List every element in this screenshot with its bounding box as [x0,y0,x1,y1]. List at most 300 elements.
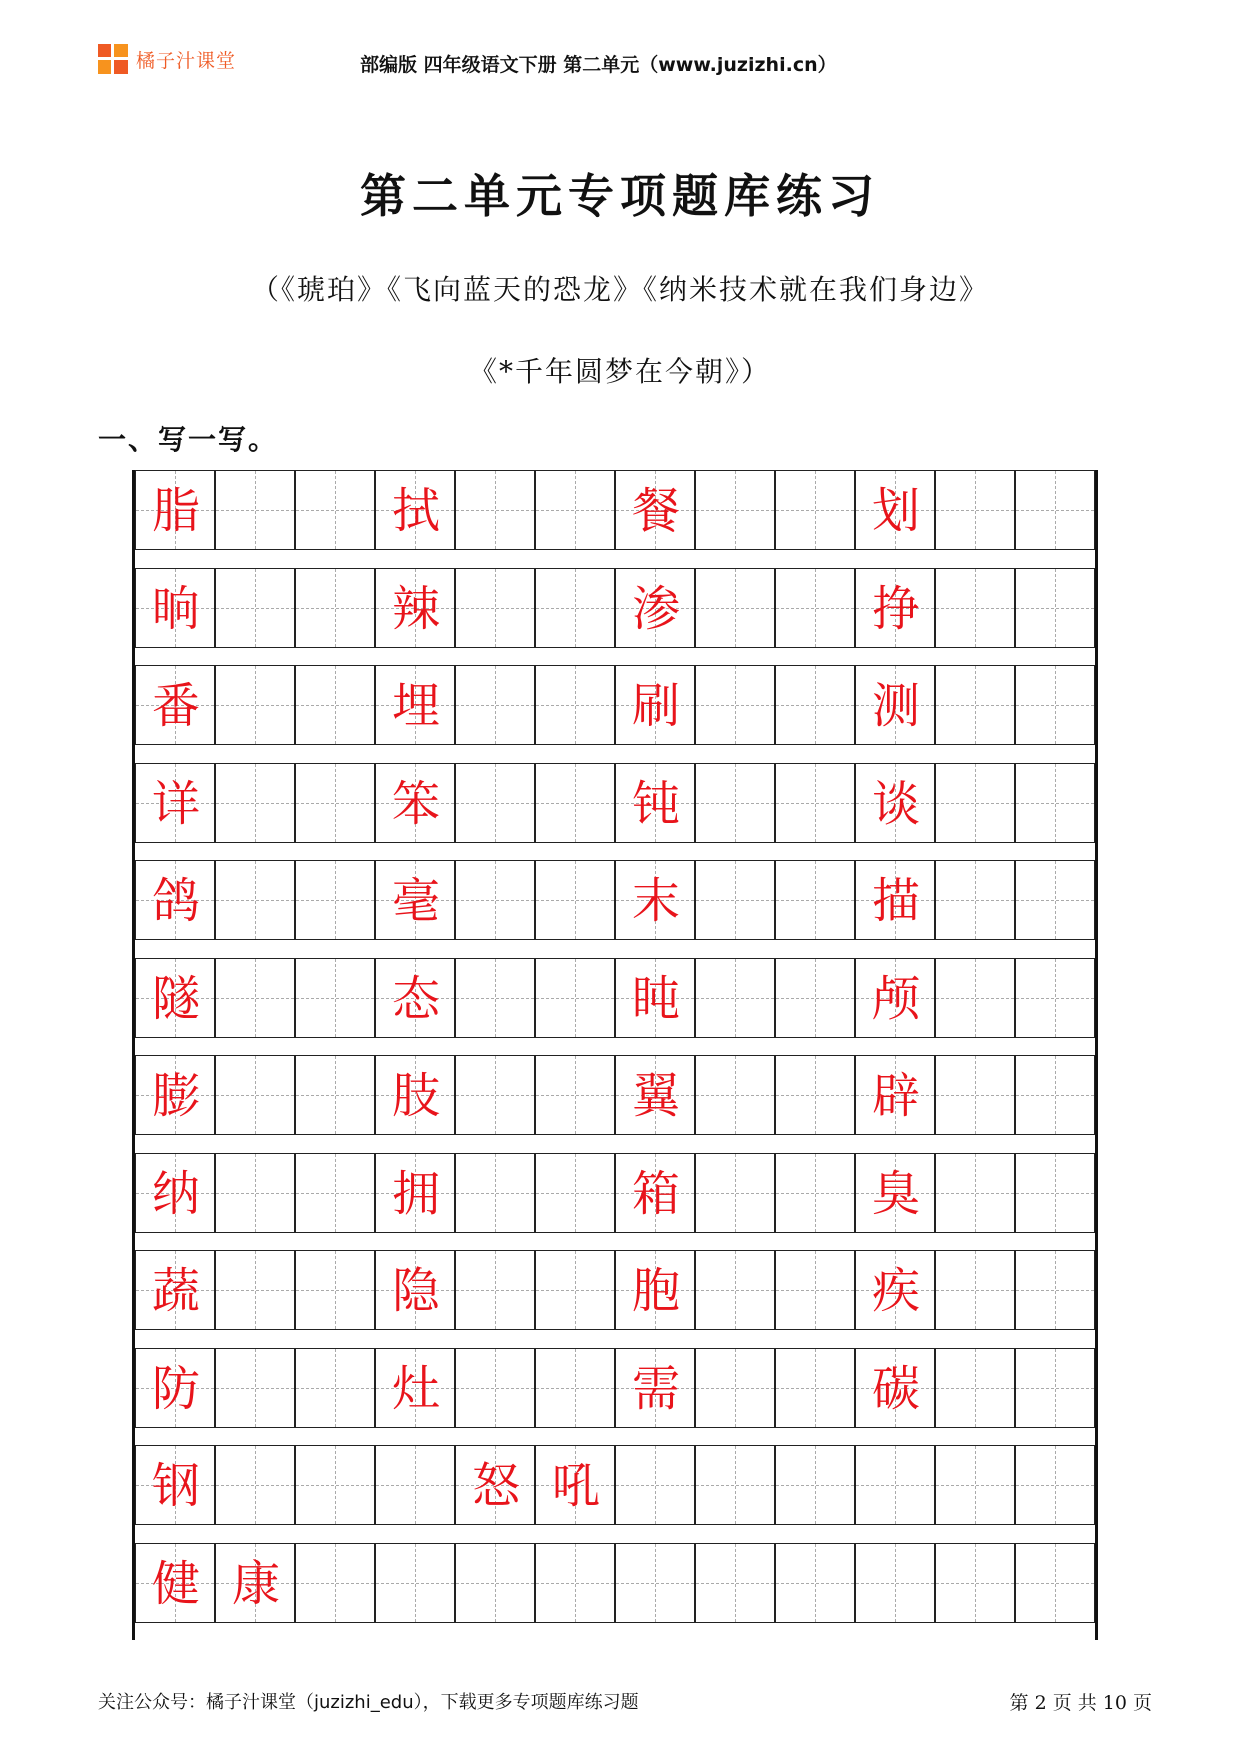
model-character: 钢 [151,1458,200,1514]
writing-cell [295,1153,375,1233]
empty-character-slot [936,1251,1016,1331]
empty-character-slot [536,764,616,844]
writing-cell [775,958,855,1038]
writing-cell [695,1055,775,1135]
empty-character-slot [296,666,376,746]
writing-cell [695,1348,775,1428]
writing-cell [295,958,375,1038]
empty-character-slot [616,1544,696,1624]
writing-cell [375,860,455,940]
writing-cell [615,1348,695,1428]
model-character: 隐 [391,1263,440,1319]
writing-cell [375,1153,455,1233]
empty-character-slot [1016,1154,1096,1234]
writing-cell [455,1445,535,1525]
empty-character-slot [1016,1251,1096,1331]
writing-cell [375,1543,455,1623]
writing-cell [855,568,935,648]
empty-character-slot [296,1056,376,1136]
writing-cell [135,568,215,648]
empty-character-slot [856,1544,936,1624]
writing-cell [535,1543,615,1623]
empty-character-slot [1016,1056,1096,1136]
writing-cell [695,568,775,648]
writing-cell [695,1543,775,1623]
footer-note: 关注公众号：橘子汁课堂（juzizhi_edu），下载更多专项题库练习题 [98,1692,639,1713]
writing-cell [855,958,935,1038]
writing-cell [935,1445,1015,1525]
empty-character-slot [776,1056,856,1136]
model-character: 疾 [871,1263,920,1319]
grid-row [135,958,1095,1038]
writing-cell [855,1445,935,1525]
model-character: 笨 [391,775,440,832]
writing-cell [295,568,375,648]
empty-character-slot [936,1154,1016,1234]
writing-cell [1015,1055,1095,1135]
writing-cell [455,665,535,745]
empty-character-slot [936,1446,1016,1526]
empty-character-slot [936,666,1016,746]
writing-cell [775,763,855,843]
empty-character-slot [776,1154,856,1234]
writing-cell [855,1055,935,1135]
empty-character-slot [296,1154,376,1234]
grid-row [135,1445,1095,1525]
writing-cell [215,1543,295,1623]
model-character: 测 [871,678,920,734]
writing-cell [615,1055,695,1135]
writing-cell [535,763,615,843]
grid-row [135,763,1095,843]
writing-cell [615,568,695,648]
writing-cell [535,1153,615,1233]
model-character: 箱 [631,1165,680,1222]
writing-cell [295,665,375,745]
empty-character-slot [1016,569,1096,649]
model-character: 碳 [871,1360,920,1417]
writing-cell [375,470,455,550]
writing-cell [295,1445,375,1525]
writing-cell [775,1153,855,1233]
writing-cell [375,568,455,648]
writing-cell [375,763,455,843]
empty-character-slot [1016,959,1096,1039]
empty-character-slot [776,861,856,941]
empty-character-slot [696,1251,776,1331]
writing-cell [935,470,1015,550]
writing-cell [695,1153,775,1233]
empty-character-slot [936,959,1016,1039]
writing-cell [615,1153,695,1233]
empty-character-slot [536,569,616,649]
brand-logo-text: 橘子汁课堂 [136,49,237,72]
empty-character-slot [536,1544,616,1624]
writing-cell [215,1445,295,1525]
writing-cell [855,1250,935,1330]
model-character: 晌 [151,580,200,637]
writing-cell [935,568,1015,648]
writing-cell [775,470,855,550]
empty-character-slot [216,1251,296,1331]
writing-cell [455,763,535,843]
writing-cell [215,1250,295,1330]
writing-cell [695,763,775,843]
model-character: 吼 [551,1458,600,1514]
writing-cell [135,1153,215,1233]
writing-cell [535,1348,615,1428]
model-character: 挣 [871,580,920,637]
model-character: 钝 [631,775,680,832]
empty-character-slot [696,861,776,941]
model-character: 刷 [631,678,680,734]
empty-character-slot [776,471,856,551]
grid-row [135,860,1095,940]
page-header [0,0,1240,130]
empty-character-slot [1016,861,1096,941]
writing-cell [1015,1250,1095,1330]
writing-cell [935,1250,1015,1330]
grid-row [135,568,1095,648]
model-character: 餐 [631,483,680,539]
writing-cell [615,958,695,1038]
empty-character-slot [296,1251,376,1331]
empty-character-slot [456,959,536,1039]
writing-cell [375,1250,455,1330]
writing-cell [1015,1543,1095,1623]
model-character: 健 [151,1555,200,1612]
empty-character-slot [216,1154,296,1234]
empty-character-slot [936,1544,1016,1624]
model-character: 辣 [391,580,440,637]
writing-cell [135,958,215,1038]
empty-character-slot [856,1446,936,1526]
writing-cell [135,763,215,843]
empty-character-slot [536,959,616,1039]
model-character: 辟 [871,1068,920,1124]
writing-cell [855,1153,935,1233]
grid-row [135,1348,1095,1428]
empty-character-slot [456,569,536,649]
writing-cell [855,860,935,940]
writing-cell [215,1153,295,1233]
model-character: 描 [871,873,920,929]
model-character: 肢 [391,1068,440,1124]
grid-row [135,665,1095,745]
model-character: 蔬 [151,1263,200,1319]
writing-cell [775,1250,855,1330]
writing-cell [855,470,935,550]
empty-character-slot [536,471,616,551]
writing-cell [215,860,295,940]
model-character: 拥 [391,1165,440,1222]
empty-character-slot [1016,1446,1096,1526]
empty-character-slot [536,1251,616,1331]
writing-cell [935,860,1015,940]
model-character: 防 [151,1360,200,1417]
empty-character-slot [296,569,376,649]
writing-cell [135,1348,215,1428]
writing-cell [775,860,855,940]
writing-cell [135,1250,215,1330]
document-subtitle-line2: 《*千年圆梦在今朝》） [468,355,771,388]
writing-cell [535,1250,615,1330]
empty-character-slot [696,666,776,746]
writing-cell [135,1445,215,1525]
empty-character-slot [1016,1349,1096,1429]
writing-cell [135,1543,215,1623]
empty-character-slot [936,569,1016,649]
empty-character-slot [1016,764,1096,844]
writing-cell [295,470,375,550]
writing-cell [215,1055,295,1135]
empty-character-slot [696,764,776,844]
grid-row [135,1250,1095,1330]
writing-cell [935,1055,1015,1135]
empty-character-slot [936,471,1016,551]
empty-character-slot [776,1349,856,1429]
grid-row [135,1055,1095,1135]
writing-cell [535,665,615,745]
writing-cell [455,1543,535,1623]
writing-cell [775,665,855,745]
model-character: 末 [631,873,680,929]
empty-character-slot [936,861,1016,941]
writing-cell [295,860,375,940]
writing-cell [775,1445,855,1525]
writing-cell [535,568,615,648]
empty-character-slot [1016,1544,1096,1624]
writing-cell [1015,470,1095,550]
writing-cell [455,568,535,648]
model-character: 胞 [631,1263,680,1319]
empty-character-slot [536,861,616,941]
writing-cell [375,665,455,745]
model-character: 番 [151,678,200,734]
empty-character-slot [456,764,536,844]
empty-character-slot [696,569,776,649]
model-character: 需 [631,1360,680,1417]
empty-character-slot [936,1056,1016,1136]
writing-grid [135,470,1095,1640]
empty-character-slot [776,1446,856,1526]
empty-character-slot [776,569,856,649]
model-character: 态 [391,970,440,1027]
model-character: 埋 [391,678,440,734]
writing-cell [695,665,775,745]
brand-logo-icon [98,44,128,74]
empty-character-slot [456,1251,536,1331]
writing-cell [455,860,535,940]
grid-row [135,1543,1095,1623]
empty-character-slot [296,471,376,551]
writing-cell [455,1055,535,1135]
writing-cell [375,958,455,1038]
empty-character-slot [216,471,296,551]
model-character: 谈 [871,775,920,832]
section-heading: 一、写一写。 [98,423,279,456]
model-character: 毫 [391,873,440,929]
header-title: 部编版 四年级语文下册 第二单元（www.juzizhi.cn） [360,54,837,76]
empty-character-slot [216,1056,296,1136]
writing-cell [1015,958,1095,1038]
model-character: 纳 [151,1165,200,1222]
empty-character-slot [216,959,296,1039]
model-character: 膨 [151,1068,200,1124]
writing-cell [135,470,215,550]
grid-row [135,470,1095,550]
writing-cell [295,1250,375,1330]
empty-character-slot [296,959,376,1039]
writing-cell [215,470,295,550]
writing-cell [295,1348,375,1428]
writing-cell [215,1348,295,1428]
writing-cell [455,1250,535,1330]
writing-cell [615,665,695,745]
writing-cell [695,1250,775,1330]
writing-cell [775,1055,855,1135]
empty-character-slot [296,1349,376,1429]
writing-cell [135,860,215,940]
empty-character-slot [216,1446,296,1526]
writing-cell [1015,568,1095,648]
writing-cell [615,470,695,550]
empty-character-slot [376,1446,456,1526]
writing-cell [775,1348,855,1428]
empty-character-slot [456,471,536,551]
writing-cell [615,763,695,843]
grid-row [135,1153,1095,1233]
model-character: 详 [151,775,200,832]
empty-character-slot [696,471,776,551]
writing-cell [855,1543,935,1623]
empty-character-slot [1016,666,1096,746]
empty-character-slot [696,1446,776,1526]
empty-character-slot [616,1446,696,1526]
empty-character-slot [456,1349,536,1429]
model-character: 渗 [631,580,680,637]
model-character: 鸽 [151,873,200,929]
empty-character-slot [216,861,296,941]
model-character: 康 [231,1555,280,1612]
empty-character-slot [696,959,776,1039]
empty-character-slot [696,1349,776,1429]
writing-cell [935,1543,1015,1623]
writing-cell [855,665,935,745]
writing-cell [855,1348,935,1428]
empty-character-slot [216,764,296,844]
empty-character-slot [296,1544,376,1624]
writing-cell [1015,1153,1095,1233]
empty-character-slot [296,764,376,844]
writing-cell [215,958,295,1038]
writing-cell [695,1445,775,1525]
writing-cell [535,860,615,940]
model-character: 怒 [471,1458,520,1514]
writing-cell [775,1543,855,1623]
empty-character-slot [456,1154,536,1234]
model-character: 拭 [391,483,440,539]
empty-character-slot [216,666,296,746]
empty-character-slot [536,1056,616,1136]
writing-cell [455,1348,535,1428]
writing-cell [615,1543,695,1623]
writing-cell [935,763,1015,843]
writing-cell [535,1445,615,1525]
document-title: 第二单元专项题库练习 [360,169,880,223]
model-character: 划 [871,483,920,539]
writing-cell [935,1153,1015,1233]
writing-cell [855,763,935,843]
writing-cell [455,470,535,550]
writing-cell [455,958,535,1038]
writing-cell [1015,665,1095,745]
writing-cell [615,1250,695,1330]
writing-cell [295,1055,375,1135]
writing-cell [535,1055,615,1135]
writing-cell [1015,1445,1095,1525]
empty-character-slot [776,959,856,1039]
writing-cell [455,1153,535,1233]
model-character: 脂 [151,483,200,539]
writing-cell [775,568,855,648]
writing-cell [295,763,375,843]
writing-cell [135,1055,215,1135]
writing-cell [1015,860,1095,940]
empty-character-slot [1016,471,1096,551]
writing-cell [1015,763,1095,843]
writing-cell [615,1445,695,1525]
document-subtitle-line1: （《琥珀》《飞向蓝天的恐龙》《纳米技术就在我们身边》 [250,273,989,306]
empty-character-slot [536,1349,616,1429]
writing-cell [615,860,695,940]
writing-cell [295,1543,375,1623]
model-character: 翼 [631,1068,680,1124]
empty-character-slot [456,1056,536,1136]
writing-cell [215,665,295,745]
empty-character-slot [216,1349,296,1429]
empty-character-slot [696,1056,776,1136]
empty-character-slot [936,764,1016,844]
empty-character-slot [456,1544,536,1624]
writing-cell [135,665,215,745]
writing-cell [215,568,295,648]
model-character: 灶 [391,1360,440,1417]
page-number: 第 2 页 共 10 页 [1009,1692,1152,1714]
empty-character-slot [376,1544,456,1624]
writing-cell [375,1445,455,1525]
model-character: 隧 [151,970,200,1027]
empty-character-slot [776,1251,856,1331]
writing-cell [535,958,615,1038]
empty-character-slot [296,861,376,941]
writing-cell [935,1348,1015,1428]
writing-cell [695,860,775,940]
empty-character-slot [936,1349,1016,1429]
empty-character-slot [776,764,856,844]
empty-character-slot [776,1544,856,1624]
model-character: 颅 [871,970,920,1027]
writing-cell [215,763,295,843]
writing-cell [695,470,775,550]
empty-character-slot [696,1544,776,1624]
empty-character-slot [536,1154,616,1234]
writing-cell [535,470,615,550]
empty-character-slot [536,666,616,746]
writing-cell [1015,1348,1095,1428]
empty-character-slot [216,569,296,649]
empty-character-slot [456,666,536,746]
